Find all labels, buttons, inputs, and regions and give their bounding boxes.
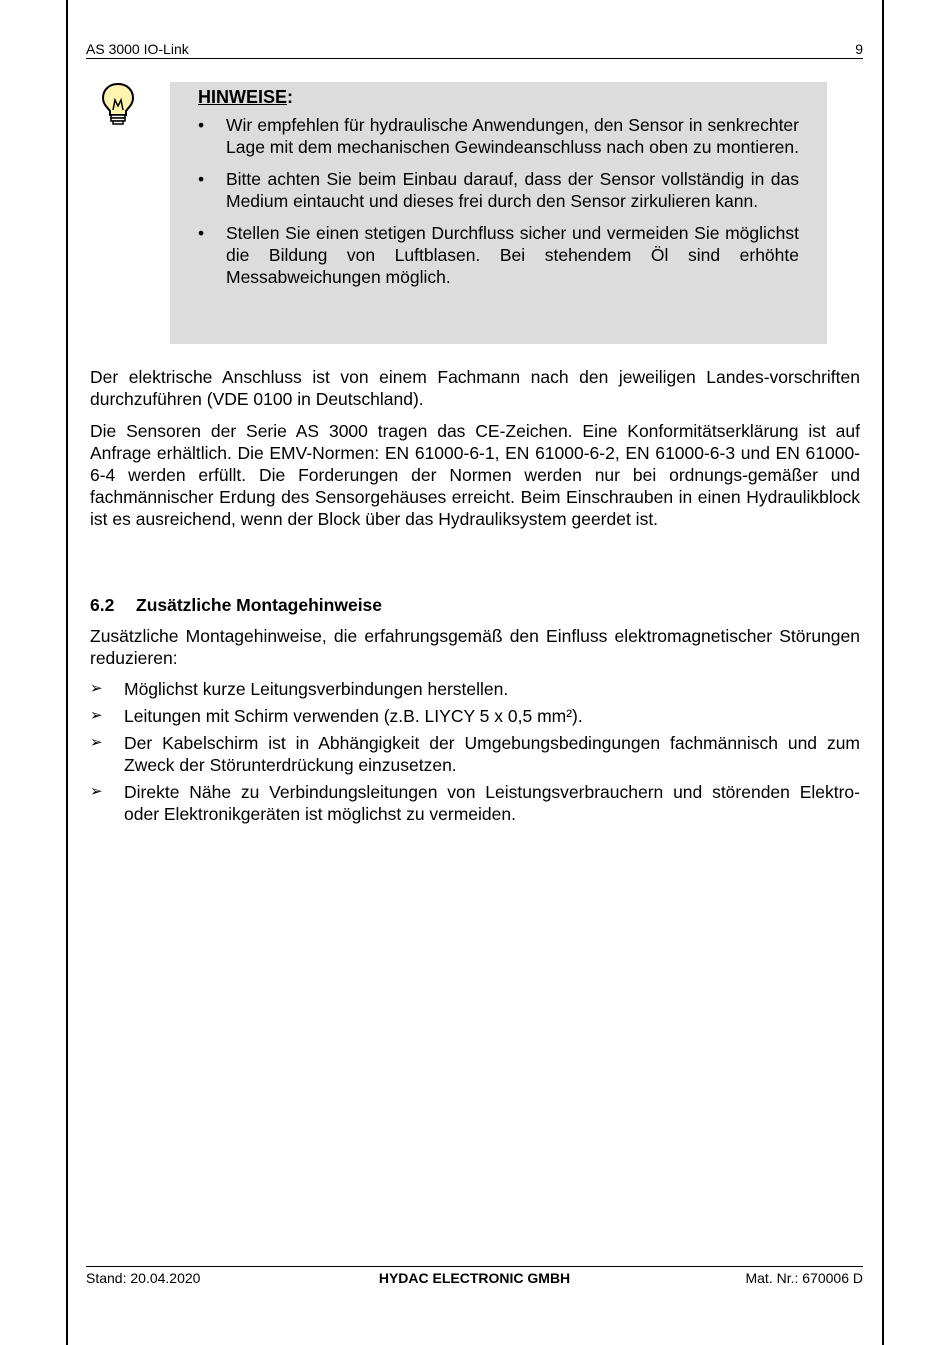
note-item: • Bitte achten Sie beim Einbau darauf, dass der Sensor vollständig in das Medium eintaucht und dieses frei durch den Sensor zirkulieren kann. (198, 169, 799, 211)
left-margin-line (66, 0, 68, 1345)
section-heading (90, 594, 382, 616)
list-item: ➢ Möglichst kurze Leitungsverbindungen herstellen. (90, 679, 509, 699)
list-item: ➢ Der Kabelschirm ist in Abhängigkeit der Umgebungsbedingungen fachmännisch und zum Zweck der Störunterdrückung einzusetzen. (90, 733, 860, 775)
paragraph-ce-marking: Die Sensoren der Serie AS 3000 tragen das CE-Zeichen. Eine Konformitätserklärung ist auf Anfrage erhältlich. Die EMV-Normen: EN 61000-6-1, EN 61000-6-2, EN 61000-6-3 und EN 61000-6-4 werden erfüllt. Die Forderungen der Normen werden nur bei ordnungs-gemäßer und fachmännischer Erdung des Sensorgehäuses erreicht. Beim Einschrauben in einen Hydraulikblock ist es ausreichend, wenn der Block über das Hydrauliksystem geerdet ist. (90, 421, 860, 529)
arrow-bullet-icon: ➢ (90, 680, 103, 697)
note-item: • Wir empfehlen für hydraulische Anwendungen, den Sensor in senkrechter Lage mit dem mechanischen Gewindeanschluss nach oben zu montieren. (198, 115, 799, 157)
arrow-bullet-icon: ➢ (90, 734, 103, 751)
arrow-bullet-icon: ➢ (90, 783, 103, 800)
page-footer (86, 1270, 863, 1288)
section-title: Zusätzliche Montagehinweise (136, 595, 383, 615)
right-margin-line (882, 0, 884, 1345)
note-box (170, 82, 827, 344)
section-number: 6.2 (90, 595, 115, 615)
note-item: • Stellen Sie einen stetigen Durchfluss sicher und vermeiden Sie möglichst die Bildung von Luftblasen. Bei stehendem Öl sind erhöhte Messabweichungen möglich. (198, 223, 799, 287)
list-item: ➢ Leitungen mit Schirm verwenden (z.B. LIYCY 5 x 0,5 mm²). (90, 706, 583, 726)
footer-divider (86, 1266, 863, 1267)
bullet-icon: • (198, 169, 205, 189)
bullet-icon: • (198, 223, 205, 243)
footer-company: HYDAC ELECTRONIC GMBH (378, 1270, 571, 1286)
lightbulb-icon (100, 82, 136, 126)
bullet-icon: • (198, 115, 205, 135)
paragraph-electrical-connection: Der elektrische Anschluss ist von einem Fachmann nach den jeweiligen Landes-vorschriften durchzuführen (VDE 0100 in Deutschland). (90, 367, 860, 409)
footer-material-number: Mat. Nr.: 670006 D (745, 1270, 863, 1286)
footer-date: Stand: 20.04.2020 (86, 1270, 201, 1286)
note-title: HINWEISE: (198, 87, 294, 107)
page-header (86, 41, 863, 59)
note-list (198, 114, 799, 288)
page-number: 9 (855, 41, 863, 57)
arrow-bullet-icon: ➢ (90, 707, 103, 724)
header-divider (86, 58, 863, 59)
list-item: ➢ Direkte Nähe zu Verbindungsleitungen von Leistungsverbrauchern und störenden Elektro- oder Elektronikgeräten ist möglichst zu vermeiden. (90, 782, 860, 824)
document-title: AS 3000 IO-Link (86, 41, 189, 57)
section-intro: Zusätzliche Montagehinweise, die erfahrungsgemäß den Einfluss elektromagnetischer Störungen reduzieren: (90, 626, 860, 668)
mounting-hints-list (90, 678, 860, 830)
